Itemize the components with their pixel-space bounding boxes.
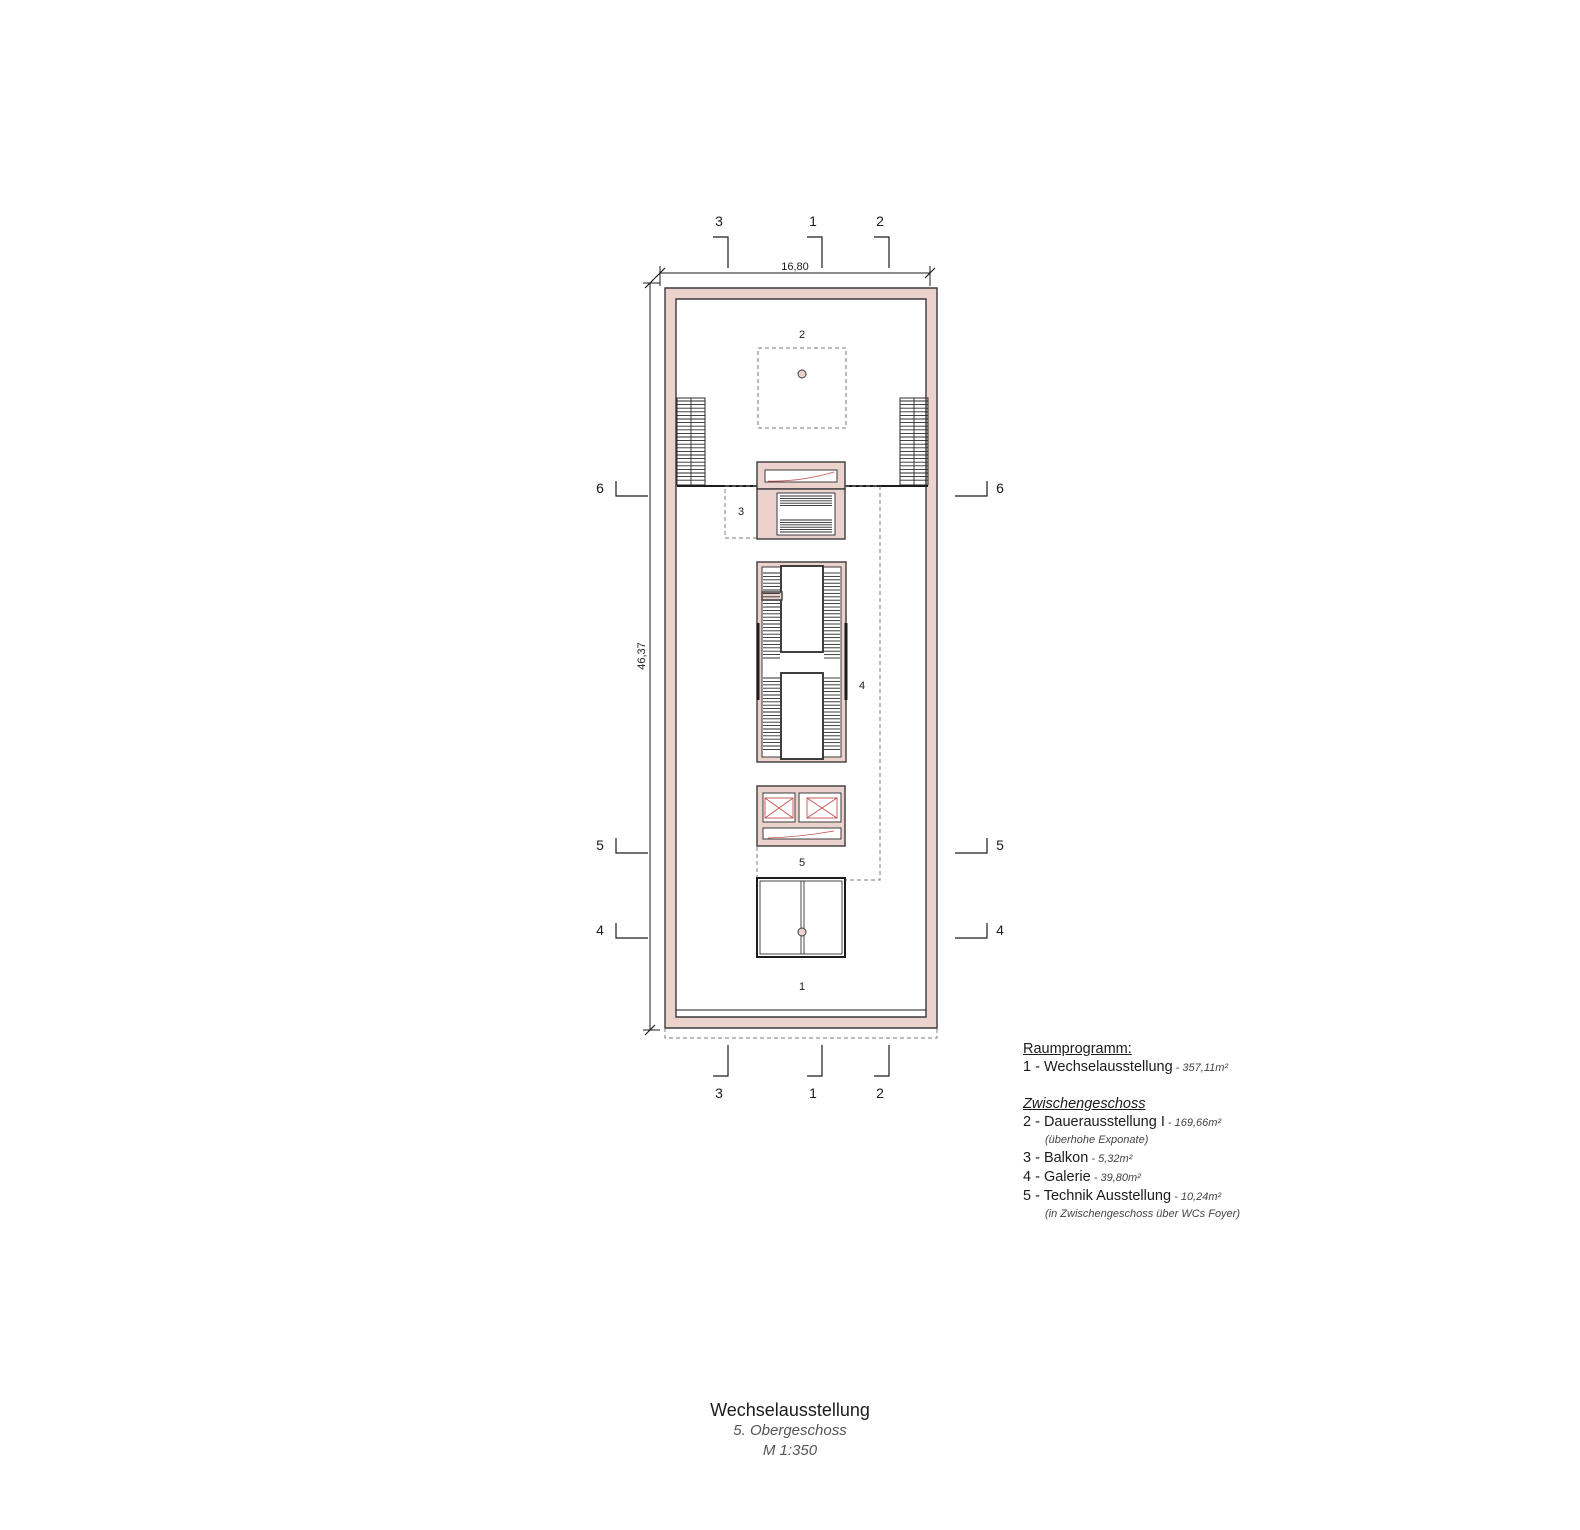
section-mark-2-bottom: 2 xyxy=(876,1085,884,1101)
section-mark-4-right: 4 xyxy=(996,922,1004,938)
section-markers-left xyxy=(596,480,648,938)
drawing-title: Wechselausstellung xyxy=(710,1400,870,1420)
section-mark-2-top: 2 xyxy=(876,213,884,229)
legend-item-area: - 39,80m² xyxy=(1090,1172,1141,1184)
legend-item-2 xyxy=(1023,1113,1353,1132)
room-tag-2: 2 xyxy=(798,329,806,341)
room-tag-1: 1 xyxy=(798,981,806,993)
dimension-height xyxy=(636,278,660,1035)
section-markers-bottom xyxy=(713,1045,889,1101)
section-mark-3-bottom: 3 xyxy=(715,1085,723,1101)
dimension-width xyxy=(655,261,935,286)
core-top xyxy=(757,462,845,539)
legend-heading: Raumprogramm: xyxy=(1023,1041,1132,1057)
legend-item-label: 1 - Wechselausstellung xyxy=(1023,1059,1173,1075)
legend-item-label: 2 - Dauerausstellung I xyxy=(1023,1114,1165,1130)
legend-item-area: - 5,32m² xyxy=(1088,1153,1133,1165)
lower-box xyxy=(757,878,845,957)
legend-item-label: 5 - Technik Ausstellung xyxy=(1023,1188,1172,1204)
central-stair-core xyxy=(757,562,846,762)
legend-sub-heading: Zwischengeschoss xyxy=(1023,1096,1146,1112)
room-tag-3: 3 xyxy=(737,506,745,518)
section-mark-1-top: 1 xyxy=(809,213,817,229)
width-dimension-label: 16,80 xyxy=(781,261,809,273)
stair-right xyxy=(900,398,928,485)
elevator-block xyxy=(757,786,845,846)
section-mark-5-right: 5 xyxy=(996,837,1004,853)
legend-item-label: 3 - Balkon xyxy=(1023,1150,1089,1166)
section-mark-6-left: 6 xyxy=(596,480,604,496)
drawing-scale: M 1:350 xyxy=(762,1442,818,1459)
height-dimension-label: 46,37 xyxy=(636,642,648,670)
void-dauerausstellung-dashed xyxy=(758,348,846,428)
section-markers-top xyxy=(713,213,889,268)
legend-item-note: (in Zwischengeschoss über WCs Foyer) xyxy=(1045,1208,1241,1220)
legend-item-note: (überhohe Exponate) xyxy=(1045,1134,1149,1146)
section-mark-1-bottom: 1 xyxy=(809,1085,817,1101)
section-mark-5-left: 5 xyxy=(596,837,604,853)
section-mark-3-top: 3 xyxy=(715,213,723,229)
legend-item-area: - 357,11m² xyxy=(1172,1062,1229,1074)
legend-item-1 xyxy=(1023,1058,1353,1077)
section-mark-6-right: 6 xyxy=(996,480,1004,496)
drawing-floor: 5. Obergeschoss xyxy=(733,1422,847,1439)
legend-item-area: - 10,24m² xyxy=(1171,1191,1222,1203)
legend-item-5 xyxy=(1023,1187,1353,1206)
room-program-legend xyxy=(1023,1040,1353,1223)
section-mark-4-left: 4 xyxy=(596,922,604,938)
slab-outline-dashed xyxy=(665,1028,937,1038)
legend-item-label: 4 - Galerie xyxy=(1023,1169,1091,1185)
room-tag-5: 5 xyxy=(798,857,806,869)
section-markers-right xyxy=(955,480,1004,938)
legend-item-area: - 169,66m² xyxy=(1164,1117,1222,1129)
room-tag-4: 4 xyxy=(858,680,866,692)
column xyxy=(798,370,806,378)
legend-item-3 xyxy=(1023,1149,1353,1168)
drawing-caption xyxy=(590,1400,990,1461)
stair-left xyxy=(677,398,705,485)
legend-item-4 xyxy=(1023,1168,1353,1187)
